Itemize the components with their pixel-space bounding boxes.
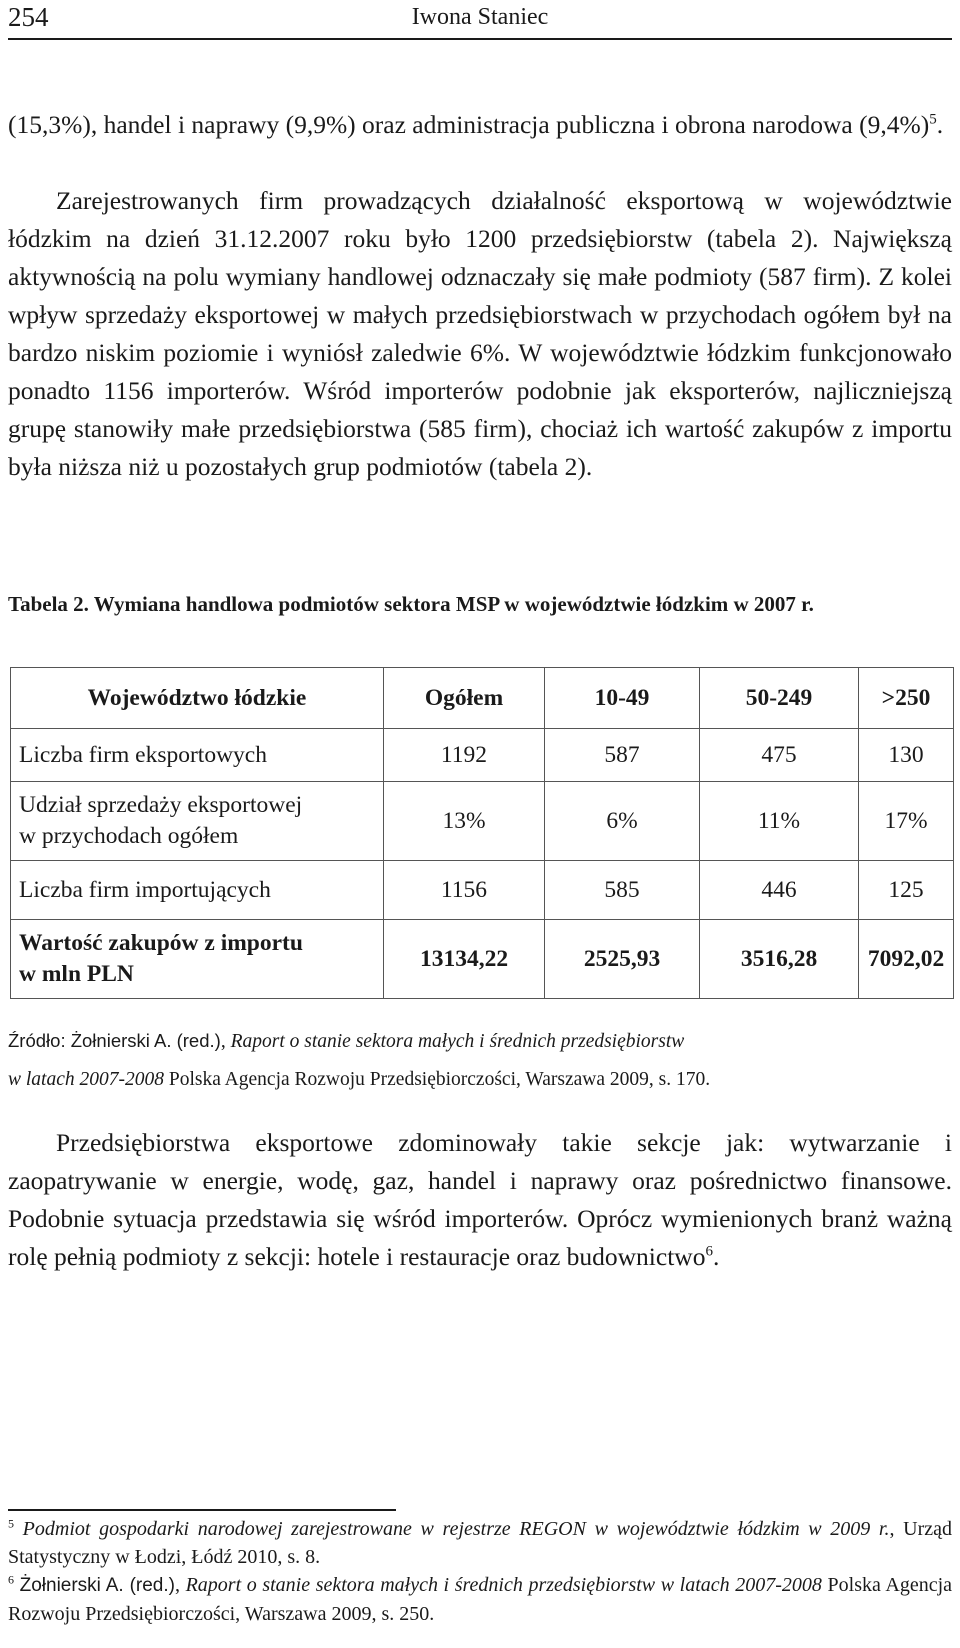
paragraph-2 — [8, 182, 952, 486]
row-label-line-1: Wartość zakupów z importu — [19, 930, 303, 956]
col-header-region: Województwo łódzkie — [11, 668, 384, 729]
table-cell: 1156 — [384, 861, 545, 920]
footnote-6-rest: Polska Agencja Rozwoju Przedsiębiorczości, Warszawa 2009, s. 250. — [8, 1574, 953, 1625]
paragraph-1-end: . — [936, 110, 944, 139]
table-row — [11, 782, 954, 861]
paragraph-3-text: Przedsiębiorstwa eksportowe zdominowały takie sekcje jak: wytwarzanie i zaopatrywanie w energie, wodę, gaz, handel i naprawy oraz pośrednictwo finansowe. Podobnie sytuacja przedstawia się wśród importerów. Oprócz wymienionych branż ważną rolę pełnią podmioty z sekcji: hotele i restauracje oraz budownictwo — [8, 1128, 952, 1271]
row-label-line-2: w przychodach ogółem — [19, 823, 239, 849]
footnote-separator — [8, 1509, 396, 1511]
table-cell: 130 — [859, 729, 954, 782]
row-label: Liczba firm eksportowych — [11, 729, 384, 782]
paragraph-1-text: (15,3%), handel i naprawy (9,9%) oraz administracja publiczna i obrona narodowa (9,4%) — [8, 110, 930, 139]
table-header-row — [11, 668, 954, 729]
footnote-5 — [8, 1515, 952, 1571]
table-cell: 2525,93 — [545, 920, 700, 999]
source-prefix: Źródło: Żołnierski A. (red.) — [8, 1030, 221, 1051]
source-comma: , — [220, 1031, 231, 1052]
row-label-line-1: Udział sprzedaży eksportowej — [19, 792, 303, 818]
source-title-line-2: w latach 2007-2008 — [8, 1069, 164, 1090]
table-cell: 585 — [545, 861, 700, 920]
table-cell: 587 — [545, 729, 700, 782]
footnote-6-author: Żołnierski A. (red.) — [19, 1575, 175, 1596]
footnote-6 — [8, 1571, 952, 1628]
table-cell: 475 — [700, 729, 859, 782]
table-caption: Tabela 2. Wymiana handlowa podmiotów sektora MSP w województwie łódzkim w 2007 r. — [8, 592, 814, 616]
paragraph-3-end: . — [712, 1242, 720, 1271]
table-cell: 446 — [700, 861, 859, 920]
col-header-250-plus: >250 — [859, 668, 954, 729]
table-cell: 13% — [384, 782, 545, 861]
table-cell: 17% — [859, 782, 954, 861]
paragraph-1 — [8, 106, 952, 144]
footnote-5-rest: , Urząd Statystyczny w Łodzi, Łódź 2010, s. 8. — [8, 1518, 953, 1568]
col-header-10-49: 10-49 — [545, 668, 700, 729]
footnote-ref-6: 6 — [705, 1243, 713, 1260]
row-label — [11, 782, 384, 861]
row-label — [11, 920, 384, 999]
footnote-6-title: Raport o stanie sektora małych i średnich przedsiębiorstw w latach 2007-2008 — [185, 1574, 822, 1596]
table-cell: 1192 — [384, 729, 545, 782]
data-table — [10, 667, 954, 999]
table-cell: 11% — [700, 782, 859, 861]
col-header-total: Ogółem — [384, 668, 545, 729]
table-row — [11, 920, 954, 999]
paragraph-3 — [8, 1124, 952, 1276]
source-rest: Polska Agencja Rozwoju Przedsiębiorczości, Warszawa 2009, s. 170. — [164, 1069, 711, 1090]
table-row — [11, 729, 954, 782]
table-cell: 3516,28 — [700, 920, 859, 999]
row-label: Liczba firm importujących — [11, 861, 384, 920]
paragraph-2-text: Zarejestrowanych firm prowadzących działalność eksportową w województwie łódzkim na dzień 31.12.2007 roku było 1200 przedsiębiorstw (tabela 2). Największą aktywnością na polu wymiany handlowej odznaczały się małe podmioty (587 firm). Z kolei wpływ sprzedaży eksportowej w małych przedsiębiorstwach w przychodach ogółem był na bardzo niskim poziomie i wyniósł zaledwie 6%. W województwie łódzkim funkcjonowało ponadto 1156 importerów. Wśród importerów podobnie jak eksporterów, najliczniejszą grupę stanowiły małe przedsiębiorstwa (585 firm), chociaż ich wartość zakupów z importu była niższa niż u pozostałych grup podmiotów (tabela 2). — [8, 186, 952, 481]
page-header — [8, 0, 952, 40]
table-cell: 125 — [859, 861, 954, 920]
footnote-5-title: Podmiot gospodarki narodowej zarejestrowane w rejestrze REGON w województwie łódzkim w 2009 r. — [22, 1518, 890, 1540]
table-source — [8, 1022, 952, 1099]
footnote-5-marker: 5 — [8, 1516, 14, 1531]
footnote-ref-5: 5 — [929, 111, 937, 128]
table-cell: 6% — [545, 782, 700, 861]
col-header-50-249: 50-249 — [700, 668, 859, 729]
source-title-line-1: Raport o stanie sektora małych i średnich przedsiębiorstw — [230, 1031, 685, 1052]
table-cell: 7092,02 — [859, 920, 954, 999]
row-label-line-2: w mln PLN — [19, 961, 134, 987]
footnote-6-marker: 6 — [8, 1572, 14, 1587]
footnote-6-comma: , — [174, 1574, 186, 1596]
page-number: 254 — [8, 2, 49, 32]
running-head-author: Iwona Staniec — [411, 4, 549, 30]
table-cell: 13134,22 — [384, 920, 545, 999]
table-row — [11, 861, 954, 920]
